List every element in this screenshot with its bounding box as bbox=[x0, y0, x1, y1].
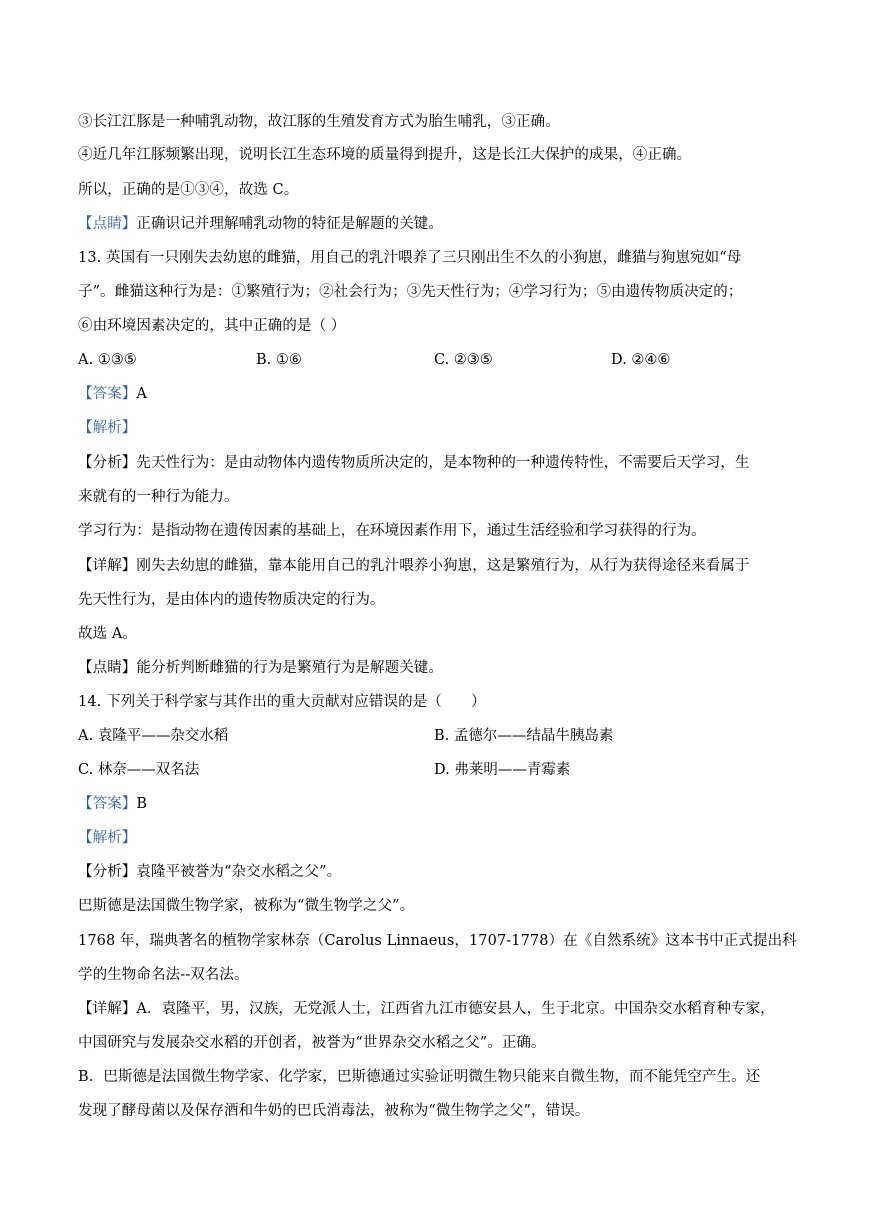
text-line: 中国研究与发展杂交水稻的开创者，被誉为“世界杂交水稻之父”。正确。 bbox=[78, 1035, 546, 1051]
analysis-heading bbox=[78, 828, 794, 848]
text-line: 先天性行为，是由体内的遗传物质决定的行为。 bbox=[78, 592, 385, 608]
text-line: ④近几年江豚频繁出现，说明长江生态环境的质量得到提升，这是长江大保护的成果，④正确。 bbox=[78, 147, 692, 163]
analysis-line: 【分析】先天性行为：是由动物体内遗传物质所决定的，是本物种的一种遗传特性，不需要后天学习，生 bbox=[78, 455, 750, 471]
q13-option-c: C. ②③⑤ bbox=[434, 352, 493, 368]
analysis-subtag: 【分析】 bbox=[78, 455, 137, 471]
text-line: 学习行为：是指动物在遗传因素的基础上，在环境因素作用下，通过生活经验和学习获得的行为。 bbox=[78, 523, 706, 539]
detail-tag: 【详解】 bbox=[78, 1001, 137, 1017]
q14-option-a: A. 袁隆平——杂交水稻 bbox=[78, 728, 229, 744]
q14-option-b: B. 孟德尔——结晶牛胰岛素 bbox=[434, 728, 614, 744]
detail-tag: 【详解】 bbox=[78, 558, 137, 574]
question-13-stem: 13. 英国有一只刚失去幼崽的雌猫，用自己的乳汁喂养了三只刚出生不久的小狗崽，雌猫与狗崽宛如“母 bbox=[78, 250, 742, 266]
text-line: ③长江江豚是一种哺乳动物，故江豚的生殖发育方式为胎生哺乳，③正确。 bbox=[78, 114, 560, 130]
analysis-subtag: 【分析】 bbox=[78, 864, 137, 880]
comment-tag: 【点睛】 bbox=[78, 660, 137, 676]
text-line: 故选 A。 bbox=[78, 626, 138, 642]
text-line: 所以，正确的是①③④，故选 C。 bbox=[78, 182, 299, 198]
analysis-tag: 【解析】 bbox=[78, 830, 137, 846]
answer-line: 【答案】A bbox=[78, 386, 147, 402]
text-line: 学的生物命名法--双名法。 bbox=[78, 967, 249, 983]
q13-option-b: B. ①⑥ bbox=[256, 352, 302, 368]
question-14-stem: 14. 下列关于科学家与其作出的重大贡献对应错误的是（ ） bbox=[78, 694, 486, 710]
q13-option-a: A. ①③⑤ bbox=[78, 352, 137, 368]
comment-line: 【点睛】能分析判断雌猫的行为是繁殖行为是解题关键。 bbox=[78, 660, 444, 676]
question-13-stem: 子”。雌猫这种行为是：①繁殖行为；②社会行为；③先天性行为；④学习行为；⑤由遗传物质决定的； bbox=[78, 284, 743, 300]
text-line: 1768 年，瑞典著名的植物学家林奈（Carolus Linnaeus，1707-1778）在《自然系统》这本书中正式提出科 bbox=[78, 933, 797, 949]
detail-line: 【详解】刚失去幼崽的雌猫，靠本能用自己的乳汁喂养小狗崽，这是繁殖行为，从行为获得途径来看属于 bbox=[78, 558, 750, 574]
answer-tag: 【答案】 bbox=[78, 386, 137, 402]
text-line: B．巴斯德是法国微生物学家、化学家，巴斯德通过实验证明微生物只能来自微生物，而不能凭空产生。还 bbox=[78, 1069, 761, 1085]
analysis-heading bbox=[78, 418, 794, 438]
comment-line: 【点睛】正确识记并理解哺乳动物的特征是解题的关键。 bbox=[78, 216, 444, 232]
text-line: 来就有的一种行为能力。 bbox=[78, 489, 239, 505]
q13-option-d: D. ②④⑥ bbox=[611, 352, 671, 368]
answer-line: 【答案】B bbox=[78, 796, 148, 812]
analysis-line: 【分析】袁隆平被誉为“杂交水稻之父”。 bbox=[78, 864, 342, 880]
text-line: 发现了酵母菌以及保存酒和牛奶的巴氏消毒法，被称为“微生物学之父”，错误。 bbox=[78, 1103, 590, 1119]
comment-tag: 【点睛】 bbox=[78, 216, 137, 232]
q14-option-c: C. 林奈——双名法 bbox=[78, 762, 200, 778]
q14-option-d: D. 弗莱明——青霉素 bbox=[434, 762, 571, 778]
analysis-tag: 【解析】 bbox=[78, 420, 137, 436]
text-line: 巴斯德是法国微生物学家，被称为“微生物学之父”。 bbox=[78, 898, 415, 914]
question-13-stem: ⑥由环境因素决定的，其中正确的是（ ） bbox=[78, 318, 346, 334]
answer-tag: 【答案】 bbox=[78, 796, 137, 812]
detail-line: 【详解】A．袁隆平，男，汉族，无党派人士，江西省九江市德安县人，生于北京。中国杂交水稻育种专家， bbox=[78, 1001, 775, 1017]
